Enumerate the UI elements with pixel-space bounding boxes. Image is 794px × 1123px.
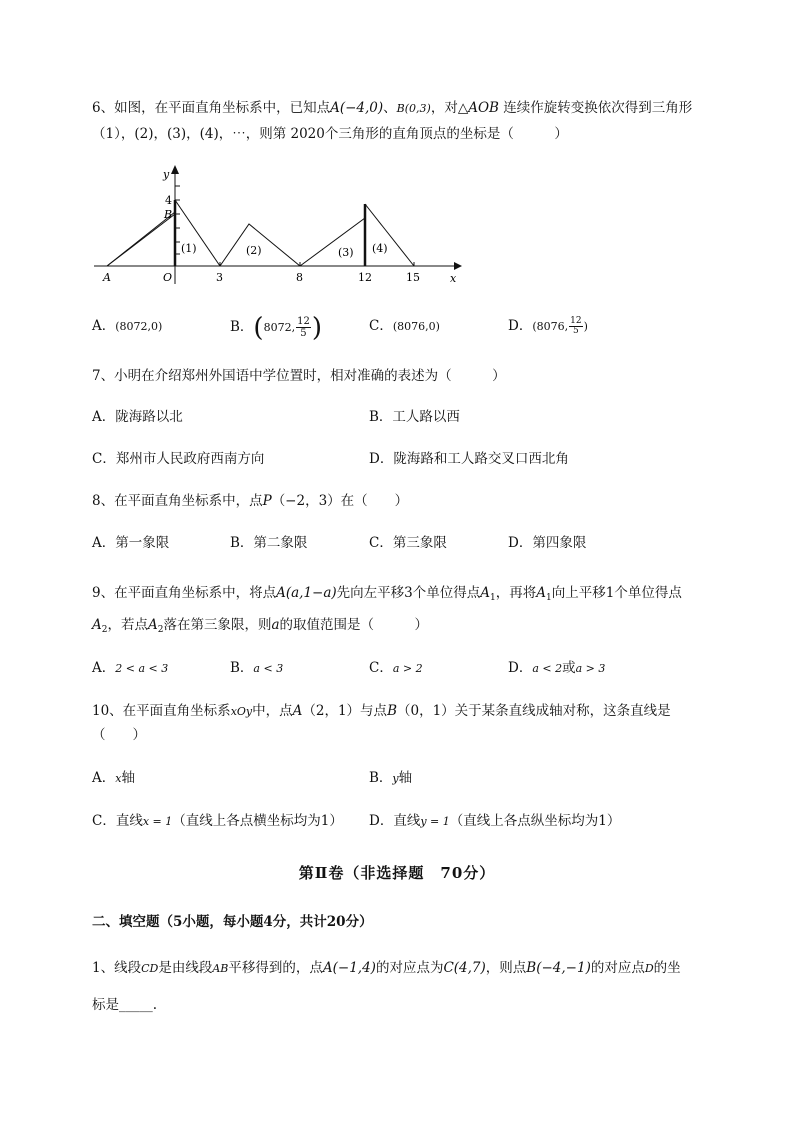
- triangle-3-label: (3): [338, 246, 354, 259]
- triangle-2-label: (2): [246, 244, 262, 257]
- q8-option-c[interactable]: C．第三象限: [369, 535, 447, 551]
- q6-stem-line2: （1），(2)，(3)，(4)，⋯，则第 2020个三角形的直角顶点的坐标是（ ）: [92, 126, 568, 142]
- x-axis-label: x: [450, 272, 457, 285]
- q6-stem-line1: 6、如图，在平面直角坐标系中，已知点A(−4,0)、B(0,3)，对△AOB 连续作旋转变换依次得到三角形: [92, 100, 693, 116]
- q9-option-b[interactable]: B．a < 3: [230, 660, 284, 676]
- triangle-1-label: (1): [181, 242, 197, 255]
- q6-option-c[interactable]: C．(8076,0): [369, 318, 440, 334]
- q9-option-d[interactable]: D．a < 2或a > 3: [508, 660, 606, 676]
- q9-option-a[interactable]: A．2 < a < 3: [92, 660, 169, 676]
- tick-label-15: 15: [406, 271, 420, 284]
- label-4: 4: [165, 194, 172, 207]
- q7-stem: 7、小明在介绍郑州外国语中学位置时，相对准确的表述为（ ）: [92, 368, 506, 384]
- q8-option-b[interactable]: B．第二象限: [230, 535, 308, 551]
- triangle-4-hyp: [365, 204, 414, 266]
- q8-option-d[interactable]: D．第四象限: [508, 535, 587, 551]
- q10-option-c[interactable]: C．直线x = 1（直线上各点横坐标均为1）: [92, 813, 343, 829]
- q7-option-a[interactable]: A．陇海路以北: [92, 409, 183, 425]
- fill1-stem-line2: 标是_____.: [92, 997, 158, 1013]
- label-a: A: [103, 271, 111, 284]
- y-axis-label: y: [163, 168, 170, 181]
- label-o: O: [163, 271, 173, 284]
- q8-stem: 8、在平面直角坐标系中，点P（−2，3）在（ ）: [92, 493, 409, 509]
- q9-stem-line1: 9、在平面直角坐标系中，将点A(a,1−a)先向左平移3个单位得点$A_1$，再将$A_1$向上平移1个单位得点: [92, 585, 682, 603]
- part-heading: 二、填空题（5小题，每小题4分，共计20分）: [92, 914, 373, 930]
- q10-option-a[interactable]: A．x轴: [92, 770, 135, 786]
- tick-label-12: 12: [358, 271, 372, 284]
- fill1-stem-line1: 1、线段CD是由线段AB平移得到的，点A(−1,4)的对应点为C(4,7)，则点B(−4,−1)的对应点D的坐: [92, 960, 681, 976]
- q8-option-a[interactable]: A．第一象限: [92, 535, 170, 551]
- q10-option-b[interactable]: B．y轴: [369, 770, 413, 786]
- triangle-4-label: (4): [372, 242, 388, 255]
- q6-option-b[interactable]: B．(8072, $\frac{12}{5}$ ): [230, 313, 322, 343]
- q10-stem-line1: 10、在平面直角坐标系xOy中，点A（2，1）与点B（0，1）关于某条直线成轴对称，这条直线是: [92, 703, 671, 719]
- q6-option-d[interactable]: D．(8076, $\frac{12}{5}$ ): [508, 316, 588, 336]
- section-title: 第Ⅱ卷（非选择题 70分）: [298, 864, 496, 882]
- q7-option-d[interactable]: D．陇海路和工人路交叉口西北角: [369, 451, 569, 467]
- q6-point-a: A(−4,0): [330, 100, 384, 116]
- triangle-3: [300, 218, 365, 266]
- q6-option-a[interactable]: A．(8072,0): [92, 318, 163, 334]
- x-axis-arrow: [454, 262, 462, 270]
- tick-label-3: 3: [216, 271, 223, 284]
- q9-option-c[interactable]: C．a > 2: [369, 660, 423, 676]
- label-b: B: [164, 208, 173, 221]
- q10-option-d[interactable]: D．直线y = 1（直线上各点纵坐标均为1）: [369, 813, 621, 829]
- triangle-1-hyp: [175, 200, 220, 266]
- q7-option-c[interactable]: C．郑州市人民政府西南方向: [92, 451, 265, 467]
- q6-point-b: B(0,3): [396, 102, 431, 115]
- triangle-1-a-edge: [107, 214, 175, 266]
- q10-stem-line2: （ ）: [92, 727, 146, 743]
- q7-option-b[interactable]: B．工人路以西: [369, 409, 460, 425]
- q6-figure: [92, 160, 472, 290]
- tick-label-8: 8: [296, 271, 303, 284]
- y-axis-arrow: [171, 165, 179, 174]
- q9-stem-line2: $A_2$，若点$A_2$落在第三象限，则a的取值范围是（ ）: [92, 617, 429, 635]
